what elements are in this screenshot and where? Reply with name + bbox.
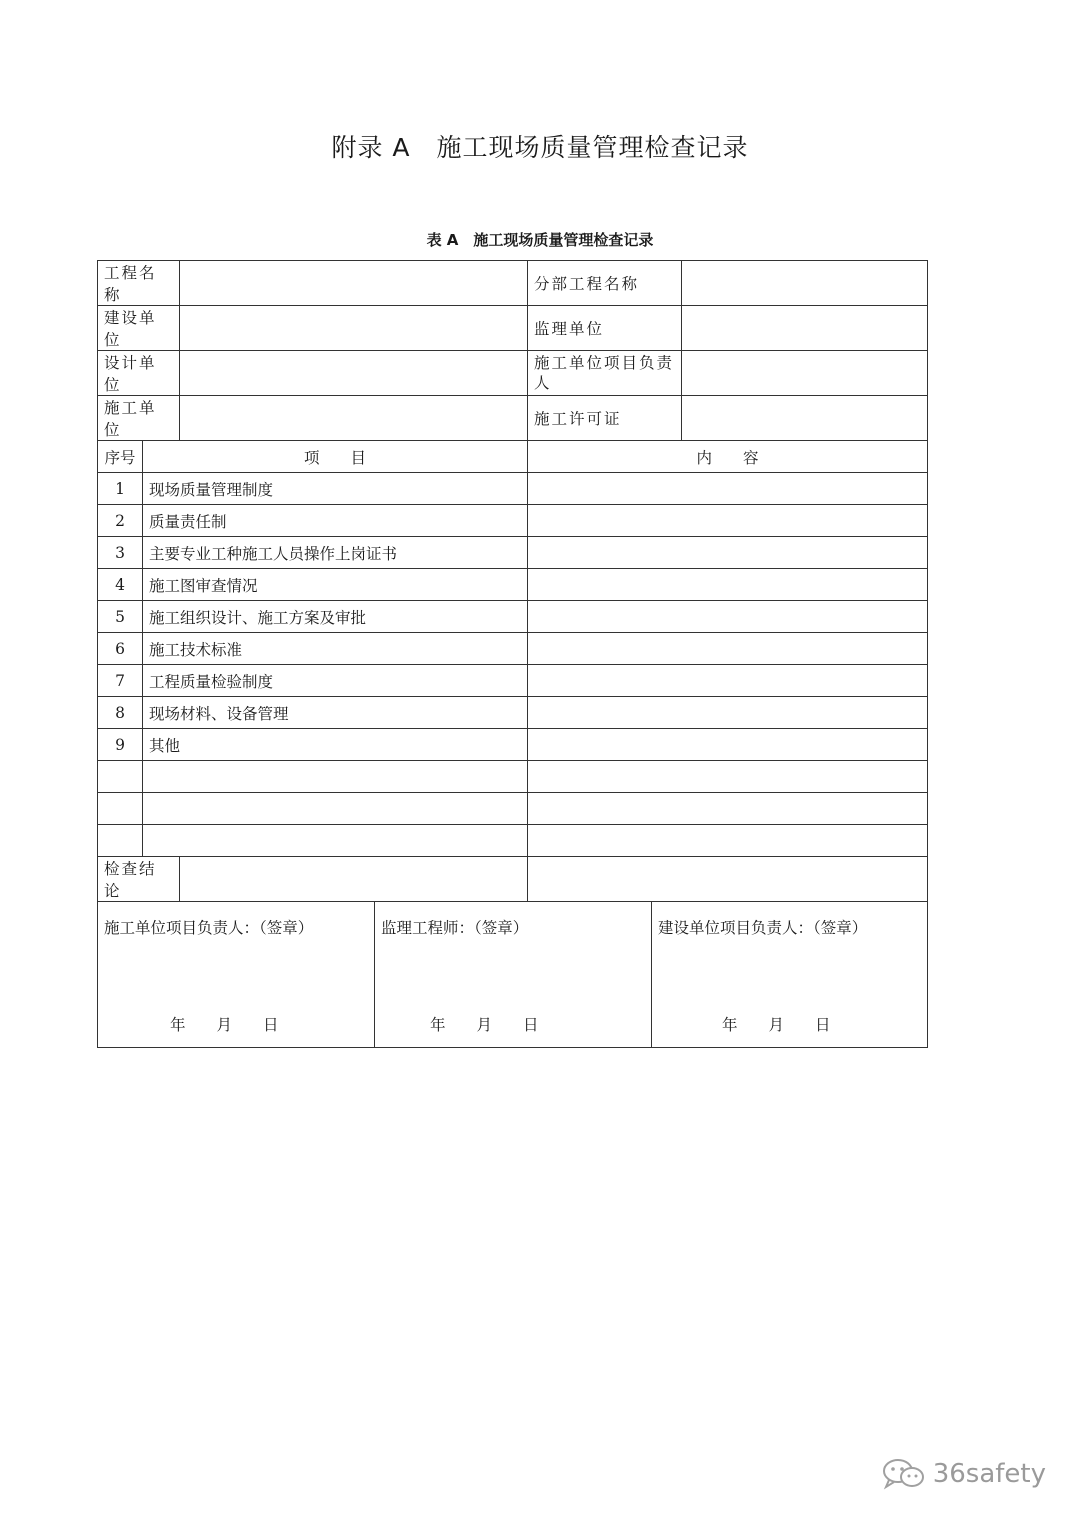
row-content[interactable] — [528, 697, 928, 729]
row-content[interactable] — [528, 729, 928, 761]
inspection-record-table — [97, 260, 928, 1048]
label-sub-project-name: 分部工程名称 — [528, 261, 682, 306]
blank-item-cell[interactable] — [143, 761, 528, 793]
label-owner-unit: 建设单位 — [98, 306, 180, 351]
row-item: 施工图审查情况 — [143, 569, 528, 601]
row-number: 4 — [98, 569, 143, 601]
row-item: 现场材料、设备管理 — [143, 697, 528, 729]
row-content[interactable] — [528, 569, 928, 601]
row-number: 5 — [98, 601, 143, 633]
row-content[interactable] — [528, 505, 928, 537]
row-number: 6 — [98, 633, 143, 665]
signature-date-contractor: 年 月 日 — [170, 1016, 279, 1034]
label-inspection-conclusion: 检查结论 — [98, 857, 180, 902]
blank-content-cell[interactable] — [528, 825, 928, 857]
row-number: 8 — [98, 697, 143, 729]
signature-supervisor[interactable] — [375, 902, 651, 1047]
row-item: 现场质量管理制度 — [143, 473, 528, 505]
wechat-icon — [881, 1458, 927, 1490]
blank-number-cell[interactable] — [98, 761, 143, 793]
watermark-text: 36safety — [932, 1459, 1046, 1489]
value-sub-project-name[interactable] — [682, 261, 928, 306]
header-row-owner — [98, 306, 928, 351]
blank-item-cell[interactable] — [143, 793, 528, 825]
signature-label-supervisor: 监理工程师：（签章） — [381, 919, 529, 937]
row-item: 其他 — [143, 729, 528, 761]
row-content[interactable] — [528, 601, 928, 633]
table-row — [98, 697, 928, 729]
signature-row — [98, 902, 928, 1048]
row-number: 7 — [98, 665, 143, 697]
row-number: 2 — [98, 505, 143, 537]
value-supervision-unit[interactable] — [682, 306, 928, 351]
table-row — [98, 665, 928, 697]
value-inspection-conclusion-left[interactable] — [180, 857, 528, 902]
header-row-contractor — [98, 396, 928, 441]
blank-row — [98, 825, 928, 857]
table-caption: 表 A 施工现场质量管理检查记录 — [426, 231, 654, 249]
row-item: 工程质量检验制度 — [143, 665, 528, 697]
value-contractor-unit[interactable] — [180, 396, 528, 441]
row-content[interactable] — [528, 537, 928, 569]
label-contractor-unit: 施工单位 — [98, 396, 180, 441]
table-row — [98, 537, 928, 569]
header-row-project-name — [98, 261, 928, 306]
blank-content-cell[interactable] — [528, 761, 928, 793]
value-contractor-manager[interactable] — [682, 351, 928, 396]
row-item: 施工技术标准 — [143, 633, 528, 665]
signature-label-contractor: 施工单位项目负责人：（签章） — [104, 919, 314, 937]
table-row — [98, 633, 928, 665]
table-row — [98, 473, 928, 505]
row-item: 主要专业工种施工人员操作上岗证书 — [143, 537, 528, 569]
row-item: 施工组织设计、施工方案及审批 — [143, 601, 528, 633]
signature-label-owner: 建设单位项目负责人：（签章） — [658, 919, 868, 937]
signature-date-supervisor: 年 月 日 — [430, 1016, 539, 1034]
label-contractor-manager: 施工单位项目负责人 — [528, 351, 682, 396]
row-content[interactable] — [528, 633, 928, 665]
row-content[interactable] — [528, 665, 928, 697]
document-title: 附录 A 施工现场质量管理检查记录 — [331, 133, 749, 162]
table-row — [98, 569, 928, 601]
blank-number-cell[interactable] — [98, 825, 143, 857]
column-header-content: 内 容 — [528, 441, 928, 473]
table-row — [98, 601, 928, 633]
value-design-unit[interactable] — [180, 351, 528, 396]
signature-date-owner: 年 月 日 — [722, 1016, 831, 1034]
blank-row — [98, 761, 928, 793]
row-number: 9 — [98, 729, 143, 761]
table-row — [98, 729, 928, 761]
label-construction-permit: 施工许可证 — [528, 396, 682, 441]
value-project-name[interactable] — [180, 261, 528, 306]
blank-content-cell[interactable] — [528, 793, 928, 825]
label-project-name: 工程名称 — [98, 261, 180, 306]
signature-area — [98, 902, 928, 1048]
blank-row — [98, 793, 928, 825]
label-supervision-unit: 监理单位 — [528, 306, 682, 351]
table-row — [98, 505, 928, 537]
label-design-unit: 设计单位 — [98, 351, 180, 396]
row-item: 质量责任制 — [143, 505, 528, 537]
value-construction-permit[interactable] — [682, 396, 928, 441]
column-header-item: 项 目 — [143, 441, 528, 473]
value-owner-unit[interactable] — [180, 306, 528, 351]
row-number: 3 — [98, 537, 143, 569]
header-row-design — [98, 351, 928, 396]
watermark — [881, 1458, 1046, 1490]
conclusion-row — [98, 857, 928, 902]
column-header-no: 序号 — [98, 441, 143, 473]
signature-contractor[interactable] — [98, 902, 374, 1047]
value-inspection-conclusion-right[interactable] — [528, 857, 928, 902]
column-header-row — [98, 441, 928, 473]
blank-number-cell[interactable] — [98, 793, 143, 825]
row-content[interactable] — [528, 473, 928, 505]
signature-owner[interactable] — [652, 902, 926, 1047]
blank-item-cell[interactable] — [143, 825, 528, 857]
row-number: 1 — [98, 473, 143, 505]
